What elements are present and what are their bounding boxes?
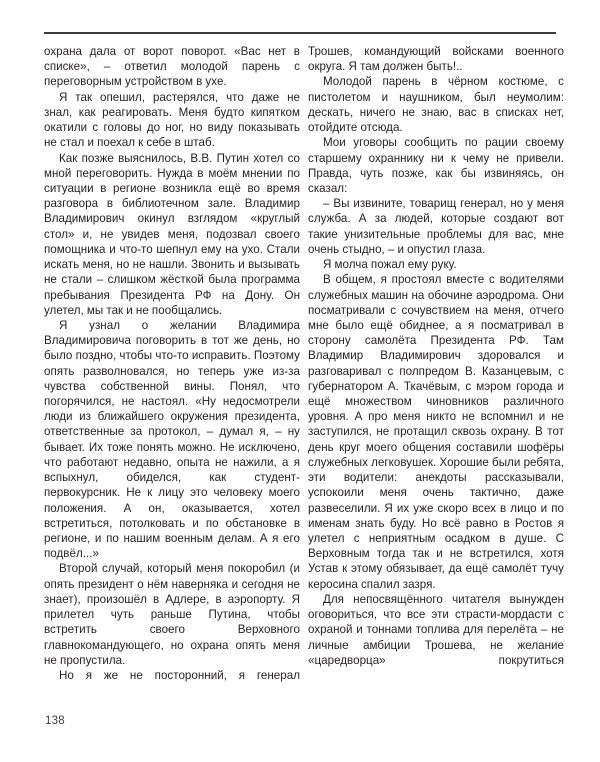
text-column-right bbox=[308, 44, 564, 668]
paragraph: В общем, я простоял вместе с водителями служебных машин на обочине аэродрома. Они посматривали с сочувствием на меня, отчего мне было ещё обиднее, а я посматривал в сторону самолёта Президента РФ. Там Владимир Владимирович здоровался и разговаривал с полпредом В. Казанцевым, с губернатором А. Ткачёвым, с мэром города и ещё множеством чиновников различного уровня. А про меня никто не вспомнил и не заступился, не протащил сквозь охрану. В тот день круг моего общения составили шофёры служебных легковушек. Хорошие были ребята, эти водители: анекдоты рассказывали, успокоили меня очень тактично, даже развеселили. Я их уже скоро всех в лицо и по именам знать буду. Но всё равно в Ростов я улетел с неприятным осадком в душе. С Верховным тогда так и не встретился, хотя Устав к этому обязывает, да ещё самолёт тучу керосина спалил зазря. bbox=[308, 273, 564, 591]
header-rule bbox=[44, 32, 556, 34]
paragraph: Второй случай, который меня покоробил (и опять президент о нём наверняка и сегодня не знает), произошёл в Адлере, в аэропорту. Я прилетел чуть раньше Путина, чтобы встретить своего Верховного главнокомандующего, но охрана опять меня не пропустила. bbox=[44, 562, 300, 667]
text-column-left bbox=[44, 44, 300, 683]
page-number: 138 bbox=[45, 715, 65, 727]
paragraph: Молодой парень в чёрном костюме, с пистолетом и наушником, был неумолим: дескать, ничего не знаю, вас в списках нет, отойдите отсюда. bbox=[308, 75, 564, 135]
paragraph: Я так опешил, растерялся, что даже не знал, как реагировать. Меня будто кипятком окатили с головы до ног, но виду показывать не стал и поехал к себе в штаб. bbox=[44, 90, 300, 150]
paragraph: Я молча пожал ему руку. bbox=[323, 258, 457, 272]
paragraph: Мои уговоры сообщить по рации своему старшему охраннику ни к чему не привели. Правда, чуть позже, как бы извиняясь, он сказал: bbox=[308, 136, 564, 195]
paragraph: Как позже выяснилось, В.В. Путин хотел со мной переговорить. Нужда в моём мнении по ситуации в регионе возникла ещё во время разговора в библиотечном зале. Владимир Владимирович окинул взглядом «круглый стол» и, не увидев меня, подозвал своего помощника и что-то шепнул ему на ухо. Стали искать меня, но не нашли. Звонить и вызывать не стали – слишком жёсткой была программа пребывания Президента РФ на Дону. Он улетел, мы так и не пообщались. bbox=[44, 151, 300, 317]
two-column-text-body bbox=[0, 44, 600, 683]
paragraph: охрана дала от ворот поворот. «Вас нет в списке», – ответил молодой парень с переговорным устройством в ухе. bbox=[44, 45, 300, 89]
paragraph: Трошев, командующий войсками военного округа. Я там должен быть!.. bbox=[308, 45, 564, 74]
paragraph: Для непосвящённого читателя вынужден оговориться, что все эти страсти-мордасти с охраной и тоннами топлива для перелёта – не личные амбиции Трошева, не желание «царедворца» покрутиться bbox=[308, 592, 564, 667]
paragraph: – Вы извините, товарищ генерал, но у меня служба. А за людей, которые создают вот такие унизительные проблемы для вас, мне очень стыдно, – и опустил глаза. bbox=[308, 197, 564, 256]
paragraph: Я узнал о желании Владимира Владимировича поговорить в тот же день, но было поздно, чтобы что-то исправить. Поэтому опять разволновался, но теперь уже из-за чувства собственной вины. Понял, что погорячился, не настоял. «Ну недосмотрели люди из ближайшего окружения президента, ответственные за протокол, – думал я, – ну бывает. Их тоже понять можно. Не исключено, что работают недавно, опыта не нажили, а я вспыхнул, обиделся, как студент-первокурсник. Не к лицу это человеку моего положения. А он, оказывается, хотел встретиться, потолковать и по обстановке в регионе, и по нашим военным делам. А я его подвёл...» bbox=[44, 318, 300, 561]
paragraph: Но я же не посторонний, я генерал bbox=[59, 668, 300, 682]
